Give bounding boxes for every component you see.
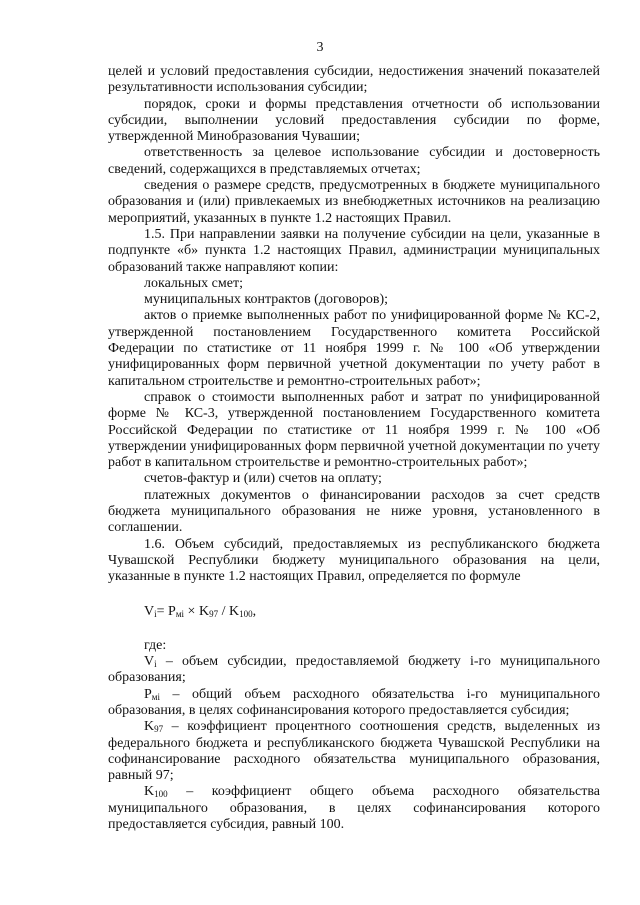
paragraph-1-5: 1.5. При направлении заявки на получение субсидии на цели, указанные в подпункте «б» пункта 1.2 настоящих Правил, администрации муниципальных образований также направляют копии:: [108, 226, 600, 275]
definition-subscript: 100: [154, 789, 168, 800]
formula-subscript: 100: [239, 608, 253, 619]
formula-operator: /: [218, 603, 229, 619]
definition-text: – объем субсидии, предоставляемой бюджету i-го муниципального образования;: [108, 654, 600, 686]
formula-operator: ×: [184, 603, 199, 619]
formula-symbol: P: [168, 603, 176, 619]
formula-symbol: V: [144, 603, 155, 619]
definition-symbol: K: [144, 784, 155, 800]
paragraph: локальных смет;: [144, 275, 243, 291]
definition-text: – общий объем расходного обязательства i-го муниципального образования, в целях софинансирования которого предоставляется субсидия;: [108, 686, 600, 718]
definition-subscript: i: [154, 659, 157, 670]
document-body: [108, 64, 600, 833]
definition-item: [108, 687, 600, 720]
paragraph: сведения о размере средств, предусмотренных в бюджете муниципального образования и (или) привлекаемых из внебюджетных источников на реализацию мероприятий, указанных в пункте 1.2 настоящих Правил.: [108, 178, 600, 226]
formula-subscript: 97: [209, 608, 219, 619]
formula-subscript: мi: [175, 608, 185, 619]
definition-item: [108, 654, 600, 687]
paragraph: целей и условий предоставления субсидии, недостижения значений показателей результативности использования субсидии;: [108, 64, 600, 96]
formula-operator: =: [156, 603, 169, 619]
definition-symbol: P: [144, 686, 152, 702]
paragraph: муниципальных контрактов (договоров);: [144, 292, 389, 308]
definition-subscript: 97: [154, 724, 164, 735]
definition-symbol: V: [144, 654, 155, 670]
formula-symbol: K: [228, 603, 240, 619]
definition-text: – коэффициент общего объема расходного обязательства муниципального образования, в целях софинансирования которого предоставляется субсидия, равный 100.: [108, 784, 600, 833]
definition-symbol: K: [144, 719, 155, 735]
where-label: где:: [144, 637, 167, 653]
paragraph: справок о стоимости выполненных работ и затрат по унифицированной форме № КС-3, утвержденной постановлением Государственного комитета Российской Федерации по статистике от 11 ноября 1999 г. № 100 «Об утверждении унифицированных форм первичной учетной документации по учету работ в капитальном строительстве и ремонтно-строительных работ»;: [108, 389, 600, 471]
definition-item: [108, 719, 600, 784]
formula: [108, 604, 600, 620]
formula-operator: ,: [252, 603, 257, 619]
paragraph: актов о приемке выполненных работ по унифицированной форме № КС-2, утвержденной постановлением Государственного комитета Российской Федерации по статистике от 11 ноября 1999 г. № 100 «Об утверждении унифицированных форм первичной учетной документации по учету работ в капитальном строительстве и ремонтно-строительных работ»;: [108, 308, 600, 389]
formula-subscript: i: [154, 608, 157, 619]
paragraph: ответственность за целевое использование субсидии и достоверность сведений, содержащихся в представляемых отчетах;: [108, 145, 600, 177]
paragraph: счетов-фактур и (или) счетов на оплату;: [144, 471, 382, 487]
definition-item: [108, 784, 600, 833]
paragraph: платежных документов о финансировании расходов за счет средств бюджета муниципального образования не ниже уровня, установленного в соглашении.: [108, 487, 600, 536]
definition-text: – коэффициент процентного соотношения средств, выделенных из федерального бюджета и республиканского бюджета Чувашской Республики на софинансирование расходного обязательства муниципального образования, равный 97;: [108, 719, 600, 784]
definition-subscript: мi: [151, 691, 160, 702]
formula-symbol: K: [198, 603, 210, 619]
paragraph: порядок, сроки и формы представления отчетности об использовании субсидии, выполнении условий предоставления субсидии по форме, утвержденной Минобразования Чувашии;: [108, 96, 600, 145]
page-number: 3: [316, 40, 324, 55]
paragraph-1-6: 1.6. Объем субсидий, предоставляемых из республиканского бюджета Чувашской Республики бюджету муниципального образования на цели, указанные в пункте 1.2 настоящих Правил, определяется по формуле: [108, 536, 600, 585]
